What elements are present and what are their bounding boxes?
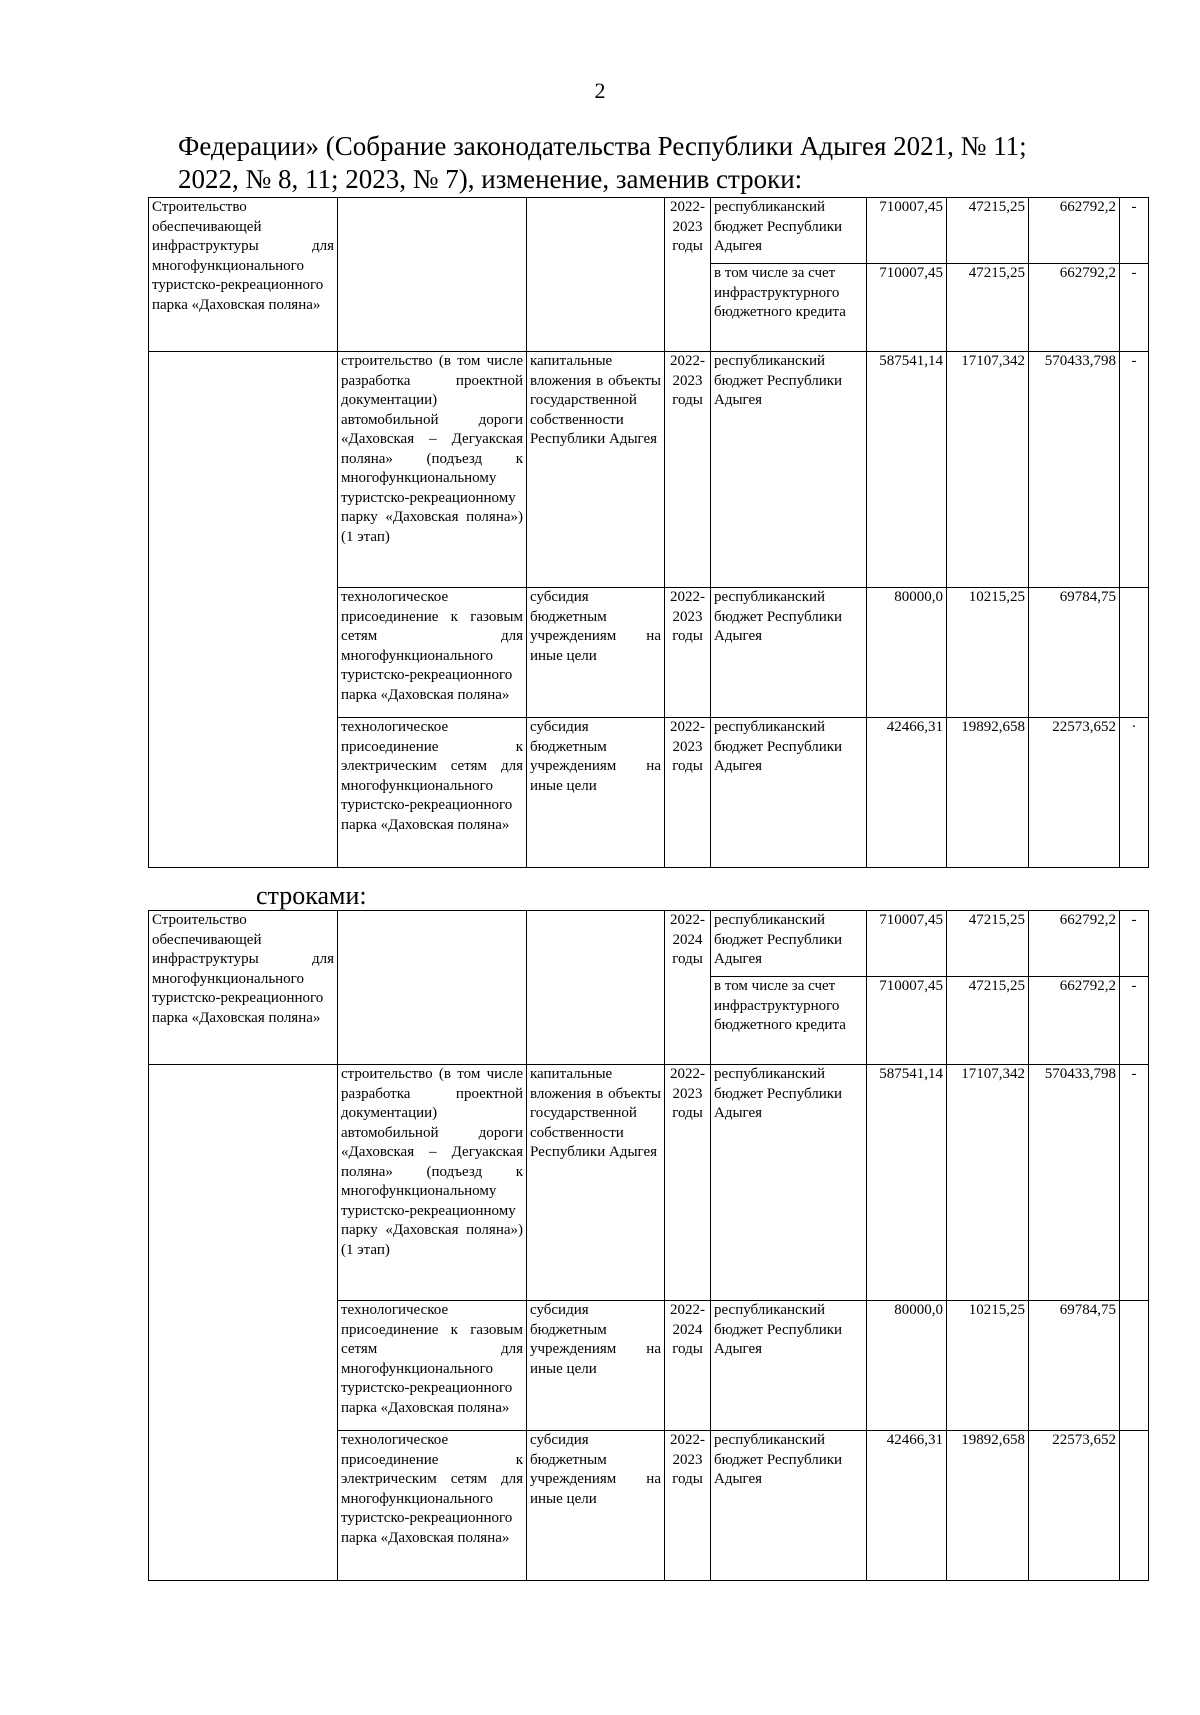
total-cell: 710007,45 <box>867 911 947 977</box>
item-name-cell: технологическое присоединение к газовым сетям для многофункционального туристско-рекреационного парка «Даховская поляна» <box>338 1301 527 1431</box>
intro-line-1: Федерации» (Собрание законодательства Республики Адыгея 2021, № 11; <box>178 131 1027 161</box>
year2-cell: 570433,798 <box>1029 1065 1120 1301</box>
year1-cell: 10215,25 <box>947 1301 1029 1431</box>
year1-cell: 17107,342 <box>947 352 1029 588</box>
source-cell: республиканский бюджет Республики Адыгея <box>711 1301 867 1431</box>
year2-cell: 69784,75 <box>1029 588 1120 718</box>
period-cell: 2022-2023 годы <box>665 1431 711 1581</box>
new-rows-table <box>148 910 1149 1581</box>
total-cell: 80000,0 <box>867 588 947 718</box>
replace-with-label: строками: <box>256 881 367 910</box>
source-cell: республиканский бюджет Республики Адыгея <box>711 911 867 977</box>
year2-cell: 662792,2 <box>1029 264 1120 352</box>
mark-cell <box>1120 1431 1149 1581</box>
empty-cell <box>338 911 527 1065</box>
period-cell: 2022-2023 годы <box>665 588 711 718</box>
item-type-cell: субсидия бюджетным учреждениям на иные цели <box>527 1301 665 1431</box>
mark-cell <box>1120 1301 1149 1431</box>
item-type-cell: субсидия бюджетным учреждениям на иные цели <box>527 588 665 718</box>
year2-cell: 662792,2 <box>1029 911 1120 977</box>
total-cell: 587541,14 <box>867 352 947 588</box>
source-cell: республиканский бюджет Республики Адыгея <box>711 588 867 718</box>
year2-cell: 662792,2 <box>1029 198 1120 264</box>
mark-cell: - <box>1120 264 1149 352</box>
year1-cell: 17107,342 <box>947 1065 1029 1301</box>
empty-cell <box>338 198 527 352</box>
item-name-cell: технологическое присоединение к электрическим сетям для многофункционального туристско-рекреационного парка «Даховская поляна» <box>338 718 527 868</box>
total-cell: 42466,31 <box>867 718 947 868</box>
year1-cell: 47215,25 <box>947 198 1029 264</box>
source-cell: республиканский бюджет Республики Адыгея <box>711 352 867 588</box>
item-type-cell: капитальные вложения в объекты государственной собственности Республики Адыгея <box>527 352 665 588</box>
item-type-cell: субсидия бюджетным учреждениям на иные цели <box>527 1431 665 1581</box>
total-cell: 710007,45 <box>867 264 947 352</box>
source-cell: республиканский бюджет Республики Адыгея <box>711 1431 867 1581</box>
empty-cell <box>149 1065 338 1581</box>
total-cell: 710007,45 <box>867 198 947 264</box>
item-name-cell: технологическое присоединение к электрическим сетям для многофункционального туристско-рекреационного парка «Даховская поляна» <box>338 1431 527 1581</box>
period-cell: 2022-2023 годы <box>665 352 711 588</box>
year2-cell: 22573,652 <box>1029 1431 1120 1581</box>
object-name-cell: Строительство обеспечивающей инфраструктуры для многофункционального туристско-рекреационного парка «Даховская поляна» <box>149 198 338 352</box>
item-type-cell: субсидия бюджетным учреждениям на иные цели <box>527 718 665 868</box>
old-rows-table <box>148 197 1149 868</box>
item-name-cell: строительство (в том числе разработка проектной документации) автомобильной дороги «Даховская – Дегуакская поляна» (подъезд к многофункциональному туристско-рекреационному парку «Даховская поляна») (1 этап) <box>338 1065 527 1301</box>
mark-cell: - <box>1120 911 1149 977</box>
period-cell: 2022-2024 годы <box>665 1301 711 1431</box>
period-cell: 2022-2023 годы <box>665 1065 711 1301</box>
mark-cell: - <box>1120 1065 1149 1301</box>
empty-cell <box>527 911 665 1065</box>
item-name-cell: технологическое присоединение к газовым сетям для многофункционального туристско-рекреационного парка «Даховская поляна» <box>338 588 527 718</box>
item-type-cell: капитальные вложения в объекты государственной собственности Республики Адыгея <box>527 1065 665 1301</box>
year2-cell: 69784,75 <box>1029 1301 1120 1431</box>
year2-cell: 570433,798 <box>1029 352 1120 588</box>
period-cell: 2022-2023 годы <box>665 198 711 352</box>
table-row <box>149 198 1149 264</box>
year2-cell: 22573,652 <box>1029 718 1120 868</box>
mark-cell: - <box>1120 977 1149 1065</box>
year1-cell: 47215,25 <box>947 911 1029 977</box>
year2-cell: 662792,2 <box>1029 977 1120 1065</box>
source-cell: в том числе за счет инфраструктурного бюджетного кредита <box>711 264 867 352</box>
object-name-cell: Строительство обеспечивающей инфраструктуры для многофункционального туристско-рекреационного парка «Даховская поляна» <box>149 911 338 1065</box>
total-cell: 80000,0 <box>867 1301 947 1431</box>
total-cell: 710007,45 <box>867 977 947 1065</box>
source-cell: в том числе за счет инфраструктурного бюджетного кредита <box>711 977 867 1065</box>
table-row <box>149 1065 1149 1301</box>
year1-cell: 19892,658 <box>947 1431 1029 1581</box>
source-cell: республиканский бюджет Республики Адыгея <box>711 198 867 264</box>
empty-cell <box>149 352 338 868</box>
table-row <box>149 352 1149 588</box>
year1-cell: 19892,658 <box>947 718 1029 868</box>
period-cell: 2022-2023 годы <box>665 718 711 868</box>
intro-text <box>178 130 1138 196</box>
table-row <box>149 911 1149 977</box>
item-name-cell: строительство (в том числе разработка проектной документации) автомобильной дороги «Даховская – Дегуакская поляна» (подъезд к многофункциональному туристско-рекреационному парку «Даховская поляна») (1 этап) <box>338 352 527 588</box>
mark-cell: · <box>1120 718 1149 868</box>
total-cell: 587541,14 <box>867 1065 947 1301</box>
source-cell: республиканский бюджет Республики Адыгея <box>711 1065 867 1301</box>
intro-line-2: 2022, № 8, 11; 2023, № 7), изменение, заменив строки: <box>178 164 803 194</box>
year1-cell: 10215,25 <box>947 588 1029 718</box>
source-cell: республиканский бюджет Республики Адыгея <box>711 718 867 868</box>
total-cell: 42466,31 <box>867 1431 947 1581</box>
mark-cell: - <box>1120 198 1149 264</box>
page-number: 2 <box>594 78 606 103</box>
mark-cell <box>1120 588 1149 718</box>
year1-cell: 47215,25 <box>947 977 1029 1065</box>
period-cell: 2022-2024 годы <box>665 911 711 1065</box>
empty-cell <box>527 198 665 352</box>
year1-cell: 47215,25 <box>947 264 1029 352</box>
mark-cell: - <box>1120 352 1149 588</box>
